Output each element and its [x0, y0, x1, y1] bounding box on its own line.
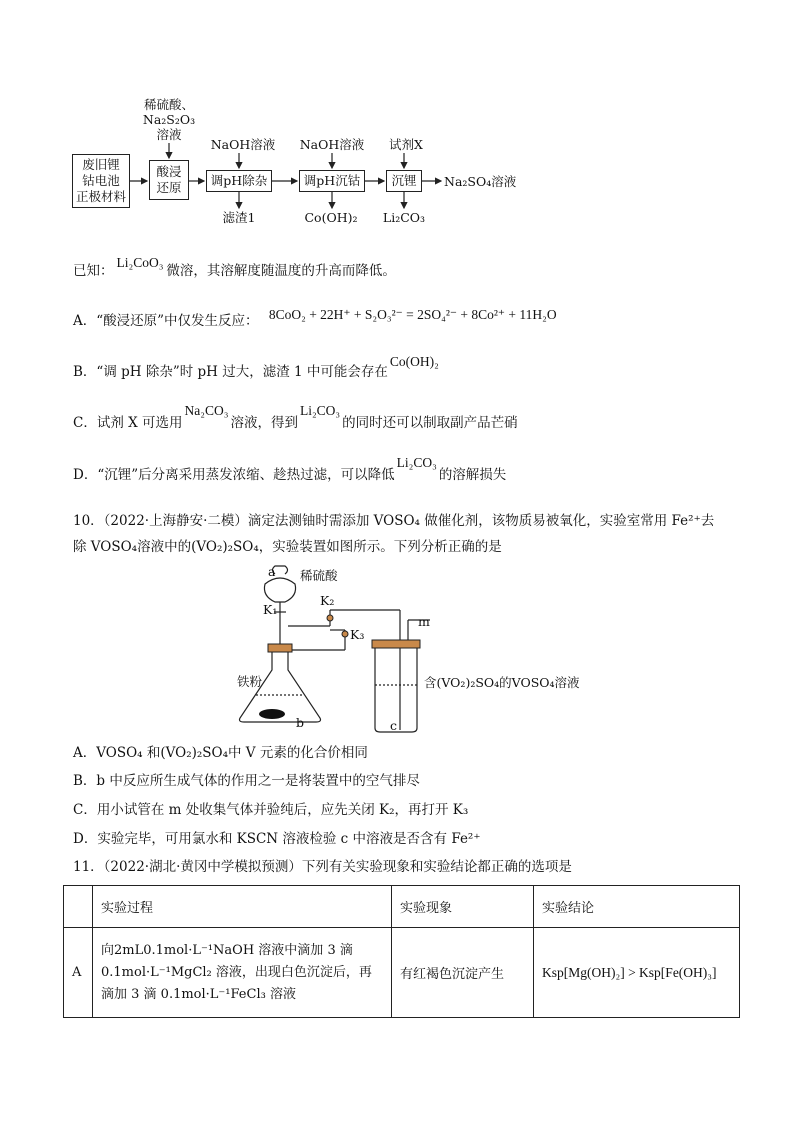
- flow-box-ph1: 调pH除杂: [206, 170, 272, 192]
- table-header-cell: 实验过程: [93, 886, 392, 928]
- q10-option-c: C．用小试管在 m 处收集气体并验纯后，应先关闭 K₂，再打开 K₃: [73, 802, 469, 818]
- ph2-output-label: Co(OH)₂: [304, 210, 358, 225]
- q10-stem-line1: 10．（2022·上海静安·二模）滴定法测铀时需添加 VOSO₄ 做催化剂，该物质易被氧化，实验室常用 Fe²⁺去: [73, 513, 715, 529]
- q9-option-c: [73, 403, 518, 432]
- q10-option-b: B．b 中反应所生成气体的作用之一是将装置中的空气排尽: [73, 773, 420, 789]
- q10-option-d: D．实验完毕，可用氯水和 KSCN 溶液检验 c 中溶液是否含有 Fe²⁺: [73, 831, 481, 847]
- iron-powder: [259, 709, 285, 719]
- apparatus-diagram: [230, 560, 590, 735]
- bottle-stopper: [372, 640, 420, 648]
- option-formula: 8CoO₂ + 22H⁺ + S₂O₃²⁻ = 2SO₄²⁻ + 8Co²⁺ + 11H₂O: [268, 307, 557, 322]
- q9-option-b: [73, 354, 439, 381]
- known-line: [73, 255, 396, 280]
- process-line: 0.1mol·L⁻¹MgCl₂ 溶液，出现白色沉淀后，再: [101, 964, 372, 980]
- k3-clamp: [342, 631, 348, 637]
- label-iron: 铁粉: [237, 674, 263, 689]
- q11-table: [63, 885, 740, 1018]
- process-line: 滴加 3 滴 0.1mol·L⁻¹FeCl₃ 溶液: [101, 986, 296, 1002]
- label-acid: 稀硫酸: [300, 568, 338, 583]
- conclusion-cell: Ksp[Mg(OH)₂] > Ksp[Fe(OH)₃]: [534, 928, 740, 1018]
- table-header-row: [64, 886, 740, 928]
- acid-reagent-line1: 稀硫酸、: [143, 97, 194, 112]
- q9-option-a: [73, 307, 557, 330]
- flow-box-li: 沉锂: [386, 170, 422, 192]
- option-formula: Co(OH)₂: [389, 354, 439, 369]
- option-text: 的溶解损失: [438, 467, 507, 483]
- process-cell: [93, 928, 392, 1018]
- option-text: D．“沉锂”后分离采用蒸发浓缩、趁热过滤，可以降低: [73, 467, 395, 483]
- q9-option-d: [73, 455, 507, 484]
- label-a: a: [268, 564, 276, 579]
- option-formula: Li₂CO₃: [299, 403, 341, 418]
- ph2-reagent-label: NaOH溶液: [299, 137, 365, 152]
- table-header-cell: 实验现象: [392, 886, 534, 928]
- option-text: 的同时还可以制取副产品芒硝: [342, 415, 518, 431]
- li-output-label: Li₂CO₃: [382, 210, 426, 225]
- q11-stem: 11．（2022·湖北·黄冈中学模拟预测）下列有关实验现象和实验结论都正确的选项是: [73, 859, 572, 875]
- box-line: 正极材料: [75, 189, 126, 204]
- box-line: 酸浸: [156, 164, 182, 179]
- ph1-reagent-label: NaOH溶液: [210, 137, 276, 152]
- row-id-cell: A: [64, 928, 93, 1018]
- acid-reagent-line2: Na₂S₂O₃: [142, 112, 196, 127]
- label-solution: 含(VO₂)₂SO₄的VOSO₄溶液: [424, 675, 580, 690]
- option-text: B．“调 pH 除杂”时 pH 过大，滤渣 1 中可能会存在: [73, 364, 388, 380]
- phenomenon-cell: 有红褐色沉淀产生: [392, 928, 534, 1018]
- option-formula: Li₂CO₃: [396, 455, 437, 470]
- known-prefix: 已知：: [73, 263, 114, 279]
- li-reagent-label: 试剂X: [389, 137, 423, 152]
- table-header-cell: [64, 886, 93, 928]
- table-row: [64, 928, 740, 1018]
- acid-reagent-line3: 溶液: [156, 127, 182, 142]
- final-output-label: Na₂SO₄溶液: [444, 174, 517, 189]
- ph1-output-label: 滤渣1: [222, 210, 256, 225]
- label-c: c: [390, 718, 398, 733]
- label-k1: K₁: [263, 602, 278, 617]
- box-line: 钴电池: [82, 173, 120, 188]
- label-m: m: [418, 614, 430, 629]
- separatory-funnel: [264, 578, 295, 602]
- label-b: b: [296, 715, 305, 730]
- box-line: 还原: [156, 180, 182, 195]
- known-formula: Li₂CoO₃: [116, 255, 164, 270]
- process-line: 向2mL0.1mol·L⁻¹NaOH 溶液中滴加 3 滴: [101, 942, 353, 958]
- flow-box-ph2: 调pH沉钴: [299, 170, 365, 192]
- flask-stopper: [268, 644, 292, 652]
- flow-arrows: [0, 0, 800, 240]
- q10-option-a: A．VOSO₄ 和(VO₂)₂SO₄中 V 元素的化合价相同: [73, 745, 368, 761]
- option-text: 溶液，得到: [230, 415, 298, 431]
- k2-clamp: [327, 615, 333, 621]
- option-text: A．“酸浸还原”中仅发生反应：: [73, 313, 259, 329]
- label-k2: K₂: [320, 593, 335, 608]
- option-formula: Na₂CO₃: [184, 403, 229, 418]
- known-suffix: 微溶，其溶解度随温度的升高而降低。: [166, 263, 396, 279]
- box-line: 废旧锂: [82, 157, 120, 172]
- label-k3: K₃: [350, 627, 365, 642]
- q10-stem-line2: 除 VOSO₄溶液中的(VO₂)₂SO₄，实验装置如图所示。下列分析正确的是: [73, 539, 502, 555]
- option-text: C．试剂 X 可选用: [73, 415, 183, 431]
- table-header-cell: 实验结论: [534, 886, 740, 928]
